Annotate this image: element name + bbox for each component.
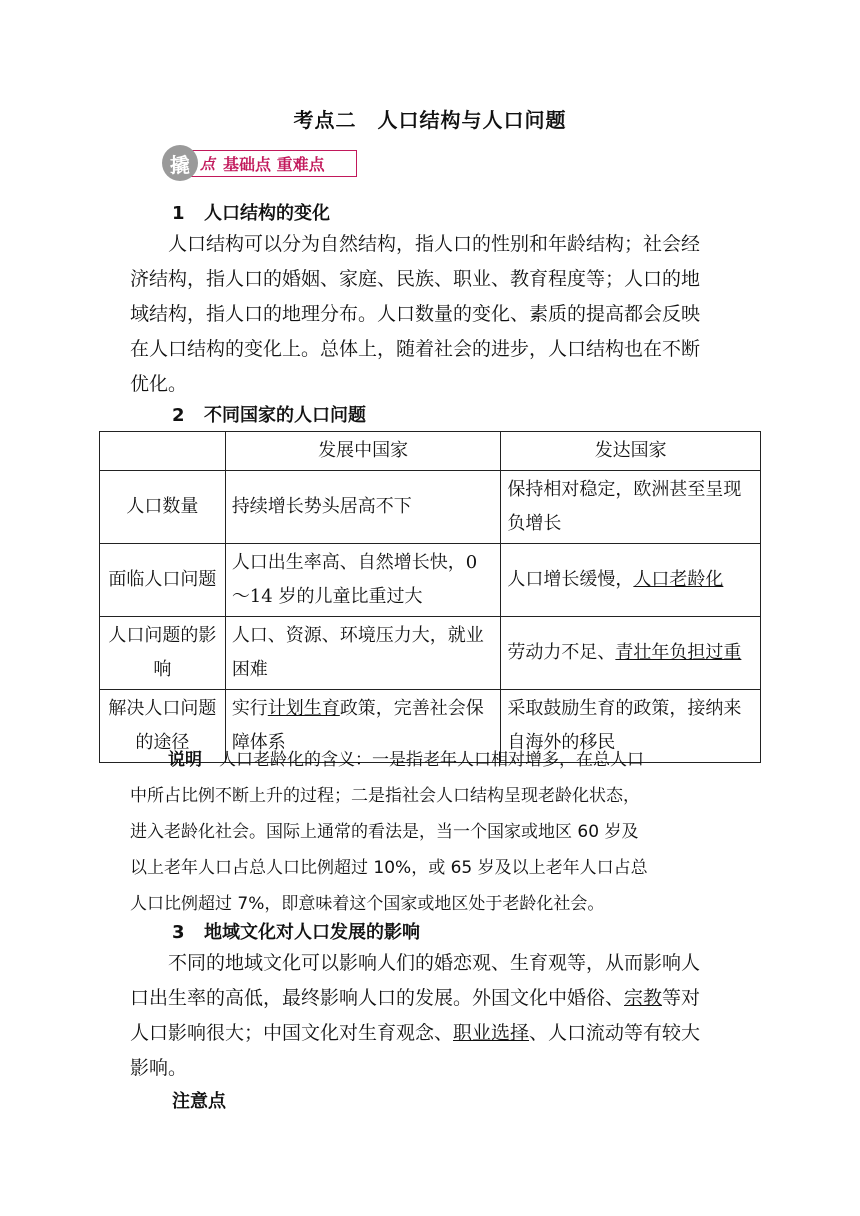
section-1-line: 域结构，指人口的地理分布。人口数量的变化、素质的提高都会反映 <box>130 303 701 325</box>
line-text: 等对 <box>662 987 701 1009</box>
underlined-term: 宗教 <box>624 987 663 1009</box>
note-line: 中所占比例不断上升的过程；二是指社会人口结构呈现老龄化状态， <box>130 786 640 806</box>
page-title: 考点二 人口结构与人口问题 <box>293 108 567 132</box>
underlined-term: 人口老龄化 <box>633 569 724 590</box>
cell-text: 劳动力不足、 <box>507 642 616 663</box>
developing-cell: 持续增长势头居高不下 <box>225 471 501 544</box>
section-3-title: 地域文化对人口发展的影响 <box>204 922 420 943</box>
note-line: 人口比例超过 7%，即意味着这个国家或地区处于老龄化社会。 <box>130 894 605 914</box>
cell-text: 政策，完善社会保障体系 <box>231 698 484 753</box>
section-2-heading <box>172 401 366 427</box>
section-1-body <box>130 227 738 402</box>
developing-cell: 人口、资源、环境压力大，就业困难 <box>225 617 501 690</box>
note-label: 说明 <box>168 750 202 770</box>
cell-text: 人口增长缓慢， <box>507 569 634 590</box>
table-header-cell <box>100 432 226 471</box>
row-label: 解决人口问题的途径 <box>100 690 226 763</box>
developing-cell: 人口出生率高、自然增长快，0～14 岁的儿童比重过大 <box>225 544 501 617</box>
badge-dian: 点 <box>200 155 216 173</box>
section-2-title: 不同国家的人口问题 <box>204 405 366 426</box>
table-header-cell: 发展中国家 <box>225 432 501 471</box>
section-3-line <box>130 1016 738 1051</box>
line-text: 、人口流动等有较大 <box>529 1022 701 1044</box>
developed-cell <box>501 544 761 617</box>
section-1-title: 人口结构的变化 <box>204 203 330 224</box>
table-header-row <box>100 432 761 471</box>
line-text: 人口影响很大；中国文化对生育观念、 <box>130 1022 454 1044</box>
line-text: 口出生率的高低，最终影响人口的发展。外国文化中婚俗、 <box>130 987 625 1009</box>
table-header-cell: 发达国家 <box>501 432 761 471</box>
note-line: 以上老年人口占总人口比例超过 10%，或 65 岁及以上老年人口占总 <box>130 858 648 878</box>
developed-cell: 保持相对稳定，欧洲甚至呈现负增长 <box>501 471 761 544</box>
table-row <box>100 617 761 690</box>
badge-label: 基础点 重难点 <box>223 155 325 174</box>
section-1-line: 济结构，指人口的婚姻、家庭、民族、职业、教育程度等；人口的地 <box>130 268 701 290</box>
note-line: 进入老龄化社会。国际上通常的看法是，当一个国家或地区 60 岁及 <box>130 822 639 842</box>
note-text: 人口老龄化的含义：一是指老年人口相对增多，在总人口 <box>219 750 644 770</box>
section-2-number: 2 <box>172 405 185 426</box>
section-3-line: 不同的地域文化可以影响人们的婚恋观、生育观等，从而影响人 <box>168 952 701 974</box>
developed-cell: 采取鼓励生育的政策，接纳来自海外的移民 <box>501 690 761 763</box>
section-3-line <box>130 981 738 1016</box>
note-block <box>130 742 738 922</box>
section-3-line: 影响。 <box>130 1057 188 1079</box>
underlined-term: 计划生育 <box>267 698 340 719</box>
section-1-line: 人口结构可以分为自然结构，指人口的性别和年龄结构；社会经 <box>168 233 701 255</box>
section-badge <box>162 145 358 179</box>
row-label: 人口问题的影响 <box>100 617 226 690</box>
section-1-line: 优化。 <box>130 373 188 395</box>
cell-text: 实行 <box>231 698 268 719</box>
section-4-heading: 注意点 <box>172 1091 226 1112</box>
table-row <box>100 471 761 544</box>
developed-cell <box>501 617 761 690</box>
row-label: 人口数量 <box>100 471 226 544</box>
section-3-body <box>130 946 738 1086</box>
section-1-number: 1 <box>172 203 185 224</box>
badge-frame <box>186 150 357 177</box>
row-label: 面临人口问题 <box>100 544 226 617</box>
underlined-term: 青壮年负担过重 <box>615 642 742 663</box>
population-issues-table <box>99 431 761 763</box>
note-line <box>130 742 738 778</box>
table-row <box>100 544 761 617</box>
underlined-term: 职业选择 <box>453 1022 530 1044</box>
section-3-heading <box>172 918 420 944</box>
section-3-number: 3 <box>172 922 185 943</box>
section-1-heading <box>172 199 330 225</box>
badge-icon: 撬 <box>162 145 198 181</box>
section-1-line: 在人口结构的变化上。总体上，随着社会的进步，人口结构也在不断 <box>130 338 701 360</box>
